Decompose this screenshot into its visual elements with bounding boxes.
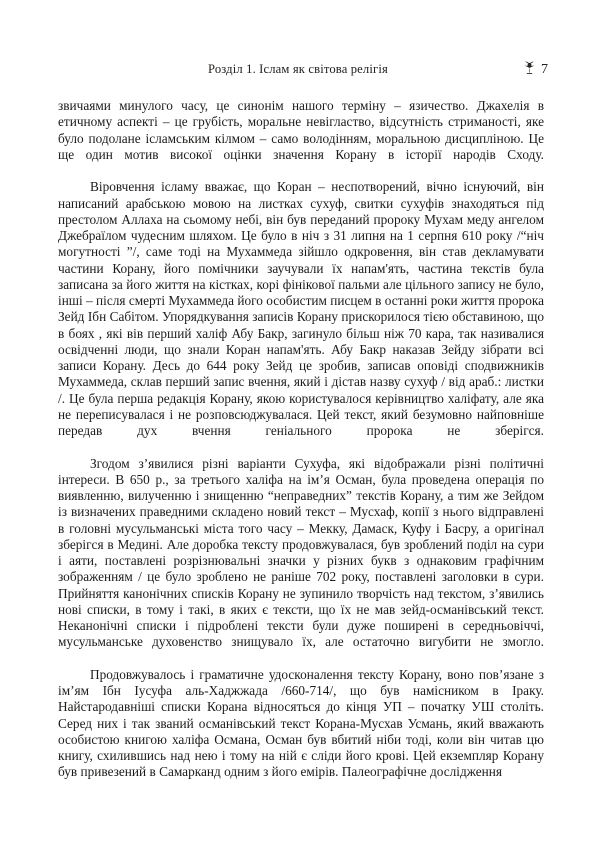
floral-ornament-icon — [523, 60, 536, 75]
paragraph-2: Віровчення ісламу вважає, що Коран – неспотворений, вічно існуючий, він написаний арабською мовою на листках сухуф, свитки сухуфів знаходяться під престолом Аллаха на сьомому небі, він був переданий пророку Мухам меду ангелом Джебраїлом чудесним шляхом. Це було в ніч з 31 липня на 1 серпня 610 року /“ніч могутності ”/, саме тоді на Мухаммеда зійшло одкровення, він став декламувати частини Корану, його помічники заучували їх напам'ять, частина текстів була записана за його життя на кістках, корі фінікової пальми але цільного запису не було, інші – після смерті Мухаммеда його особистим писцем в останні роки життя пророка Зейд Ібн Сабітом. Упорядкування записів Корану прискорилося тією обставиною, що в боях , які вів перший халіф Абу Бакр, загинуло більш ніж 70 кара, так називалися освідченні люди, що знали Коран напам'ять. Абу Бакр наказав Зейду зібрати всі записи Корану. Десь до 644 року Зейд це зробив, записав оповіді сподвижників Мухаммеда, склав перший запис вчення, який і дістав назву сухуф / від араб.: листки /. Це була перша редакція Корану, якою користувалося керівництво халіфату, але яка не переписувалася і не розповсюджувалася. Цей текст, який безумовно найповніше передав дух вчення геніального пророка не зберігся. — [58, 179, 545, 438]
folio-group — [523, 58, 548, 78]
running-head — [58, 58, 548, 80]
paragraph-3: Згодом з’явилися різні варіанти Сухуфа, які відображали різні політичні інтереси. В 650 р., за третього халіфа на ім’я Осман, була проведена операція по виявленню, вилученню і знищенню “неправедних” текстів Корану, а тим же Зейдом із визначених праведними складено новий текст – Мусхаф, копії з нього відправлені в головні мусульманські міста того часу – Мекку, Дамаск, Куфу і Басру, а оригінал зберігся в Медині. Але доробка тексту продовжувалася, був зроблений поділ на сури і аяти, поставлені розрізнювальні значки у різних букв з однаковим графічним зображенням / це було зроблено не раніше 702 року, поставлені заголовки в сури. Прийняття канонічних списків Корану не зупинило творчість над текстом, з’явились нові списки, в тому і такі, в яких є тексти, що їх не мав зейд-османівський текст. Неканонічні списки і підроблені тексти були дуже поширені в середньовіччі, мусульманське духовенство знищувало їх, але остаточно вигубити не змогло. — [58, 455, 544, 650]
body-text-block — [58, 98, 544, 781]
paragraph-4: Продовжувалось і граматичне удосконалення тексту Корану, воно пов’язане з ім’ям Ібн Іусуфа аль-Хаджжада /660-714/, що був намісником в Іраку. Найстародавніші списки Корана відносяться до кінця УП – початку УШ століть. Серед них і так званий османівський текст Корана-Мусхав Усмань, який вважають особистою книгою халіфа Османа, Осман був вбитий ніби тоді, коли він читав цю книгу, схилившись над нею і тому на ній є сліди його крові. Цей екземпляр Корану був привезений в Самарканд одним з його емірів. Палеографічне дослідження — [58, 666, 544, 780]
paragraph-1: звичаями минулого часу, це синонім нашого терміну – язичество. Джахелія в етичному аспекті – це грубість, моральне невігластво, відсутність стриманості, яке було подолане ісламським кілмом – само володінням, моральною дисципліною. Це ще один мотив високої оцінки значення Корану в історії народів Сходу. — [58, 98, 544, 162]
running-head-title: Розділ 1. Іслам як світова релігія — [208, 62, 388, 76]
page-number: 7 — [541, 62, 548, 77]
